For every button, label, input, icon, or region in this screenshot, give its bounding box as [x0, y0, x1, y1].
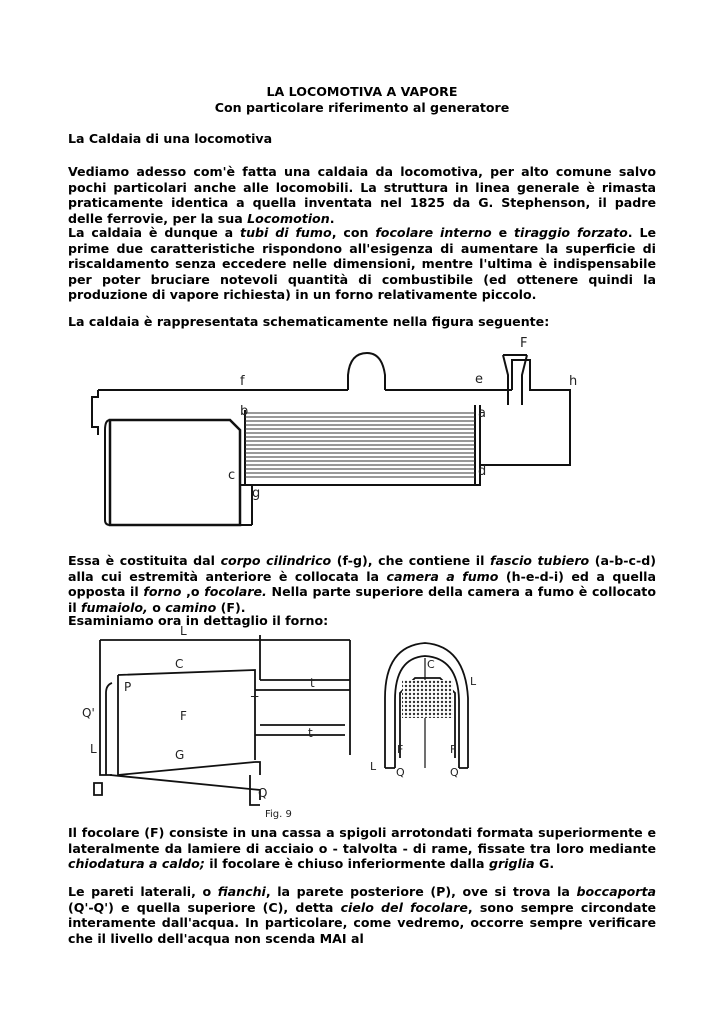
paragraph-5: Esaminiamo ora in dettaglio il forno:: [68, 613, 329, 628]
p7-e: (Q'-Q') e quella superiore (C), detta: [68, 899, 341, 915]
p4-j: focolare.: [204, 584, 267, 600]
p2-f: tiraggio forzato: [514, 225, 628, 240]
p2-a: La caldaia è dunque a: [68, 225, 241, 240]
fig1-label-c: c: [228, 468, 236, 483]
fig1-label-h: h: [569, 374, 578, 389]
fig2-label-F: F: [180, 709, 187, 723]
fig2-label-C: C: [175, 657, 184, 671]
p7-c: , la parete posteriore (P), ove si trova la: [265, 884, 577, 899]
fig2-caption: Fig. 9: [265, 809, 292, 820]
fig3-label-Q2: Q: [450, 766, 459, 779]
p2-d: focolare interno: [375, 225, 492, 240]
p7-a: Le pareti laterali, o: [68, 884, 218, 899]
paragraph-2: [68, 225, 656, 303]
fig1-label-b: b: [240, 404, 249, 419]
fig1-label-a: a: [478, 406, 486, 421]
p6-c: il focolare è chiuso inferiormente dalla: [204, 856, 489, 872]
p1-text: Vediamo adesso com'è fatta una caldaia da locomotiva, per alto comune salvo pochi particolari anche alle locomobili. La struttura in linea generale è rimasta praticamente identica a quella inventata nel 1825 da G. Stephenson, il padre delle ferrovie, per la sua: [68, 164, 656, 226]
p6-a: Il focolare (F) consiste in una cassa a spigoli arrotondati formata superiormente e lateralmente da lamiere di acciaio o - talvolta - di rame, fissate tra loro mediante: [68, 825, 656, 856]
fig1-label-F: F: [520, 336, 528, 351]
p4-n: camino: [165, 599, 217, 615]
boiler-schematic-svg: [80, 335, 600, 545]
section-heading: La Caldaia di una locomotiva: [68, 131, 273, 146]
p4-c: (f-g), che contiene il: [331, 553, 490, 568]
p4-h: forno: [143, 584, 182, 600]
fig2-label-L-top: L: [180, 625, 187, 638]
p6-d: griglia: [488, 856, 535, 872]
fig2-label-Q: Q: [258, 786, 268, 800]
p4-f: camera a fumo: [386, 568, 499, 584]
p1-italic: Locomotion: [247, 210, 330, 226]
firebox-cross-section-figure: [360, 628, 490, 793]
firebox-cross-section-svg: [360, 628, 490, 793]
fig1-label-d: d: [478, 464, 487, 479]
fig2-label-t1: t: [310, 676, 315, 690]
fig2-label-t2: t: [308, 726, 313, 740]
fig2-label-T: T: [251, 694, 259, 708]
firebox-section-figure: [80, 625, 360, 820]
fig2-label-Q-prime: Q': [82, 706, 95, 720]
p6-e: G.: [534, 856, 555, 872]
fig2-label-L-left: L: [90, 742, 97, 756]
fig1-label-g: g: [252, 486, 261, 501]
p4-b: corpo cilindrico: [220, 553, 332, 568]
fig2-label-G: G: [175, 748, 185, 762]
fig3-label-C: C: [427, 658, 435, 671]
p7-g: , sono sempre circondate interamente dall'acqua. In particolare, come vedremo, occorre sempre verificare che il livello dell'acqua non scenda MAI al: [68, 899, 657, 946]
paragraph-7: [68, 884, 656, 946]
p4-l: fumaiolo,: [81, 599, 148, 615]
p2-c: , con: [331, 225, 376, 240]
doc-title: LA LOCOMOTIVA A VAPORE: [266, 84, 458, 99]
p2-g: . Le prime due caratteristiche rispondono all'esigenza di aumentare la superficie di riscaldamento senza eccedere nelle dimensioni, mentre l'ultima è indispensabile per poter bruciare notevoli quantità di combustibile (ed ottenere quindi la produzione di vapore richiesta) in un forno relativamente piccolo.: [68, 225, 657, 303]
p2-b: tubi di fumo: [240, 225, 332, 240]
p4-m: o: [147, 599, 166, 615]
p4-k: Nella parte superiore della camera a fumo è collocato il: [68, 584, 656, 615]
paragraph-3: La caldaia è rappresentata schematicamente nella figura seguente:: [68, 314, 550, 329]
doc-subtitle: Con particolare riferimento al generatore: [214, 100, 510, 115]
p1-end: .: [329, 210, 335, 226]
paragraph-6: [68, 825, 656, 872]
paragraph-1: [68, 164, 656, 226]
p4-e: (a-b-c-d) alla cui estremità anteriore è collocata la: [68, 553, 656, 584]
p4-a: Essa è costituita dal: [68, 553, 221, 568]
p4-o: (F).: [216, 599, 246, 615]
firebox-section-svg: [80, 625, 360, 820]
fig1-label-f: f: [240, 374, 245, 389]
p7-f: cielo del focolare: [340, 899, 468, 915]
fig3-label-L-left: L: [370, 760, 377, 773]
p4-d: fascio tubiero: [490, 553, 590, 568]
p4-i: ,o: [181, 584, 205, 600]
fig3-label-L-right: L: [470, 675, 477, 688]
paragraph-4: [68, 553, 656, 615]
p6-b: chiodatura a caldo;: [68, 856, 205, 872]
p7-b: fianchi: [217, 884, 266, 899]
fig1-label-e: e: [475, 372, 483, 387]
fig3-label-F2: F: [450, 743, 457, 756]
p7-d: boccaporta: [576, 884, 656, 899]
boiler-schematic-figure: [80, 335, 600, 545]
fig3-label-F1: F: [397, 743, 404, 756]
fig3-label-Q1: Q: [396, 766, 405, 779]
fig2-label-P: P: [124, 680, 132, 694]
p4-g: (h-e-d-i) ed a quella opposta il: [68, 568, 656, 600]
p2-e: e: [491, 225, 515, 240]
